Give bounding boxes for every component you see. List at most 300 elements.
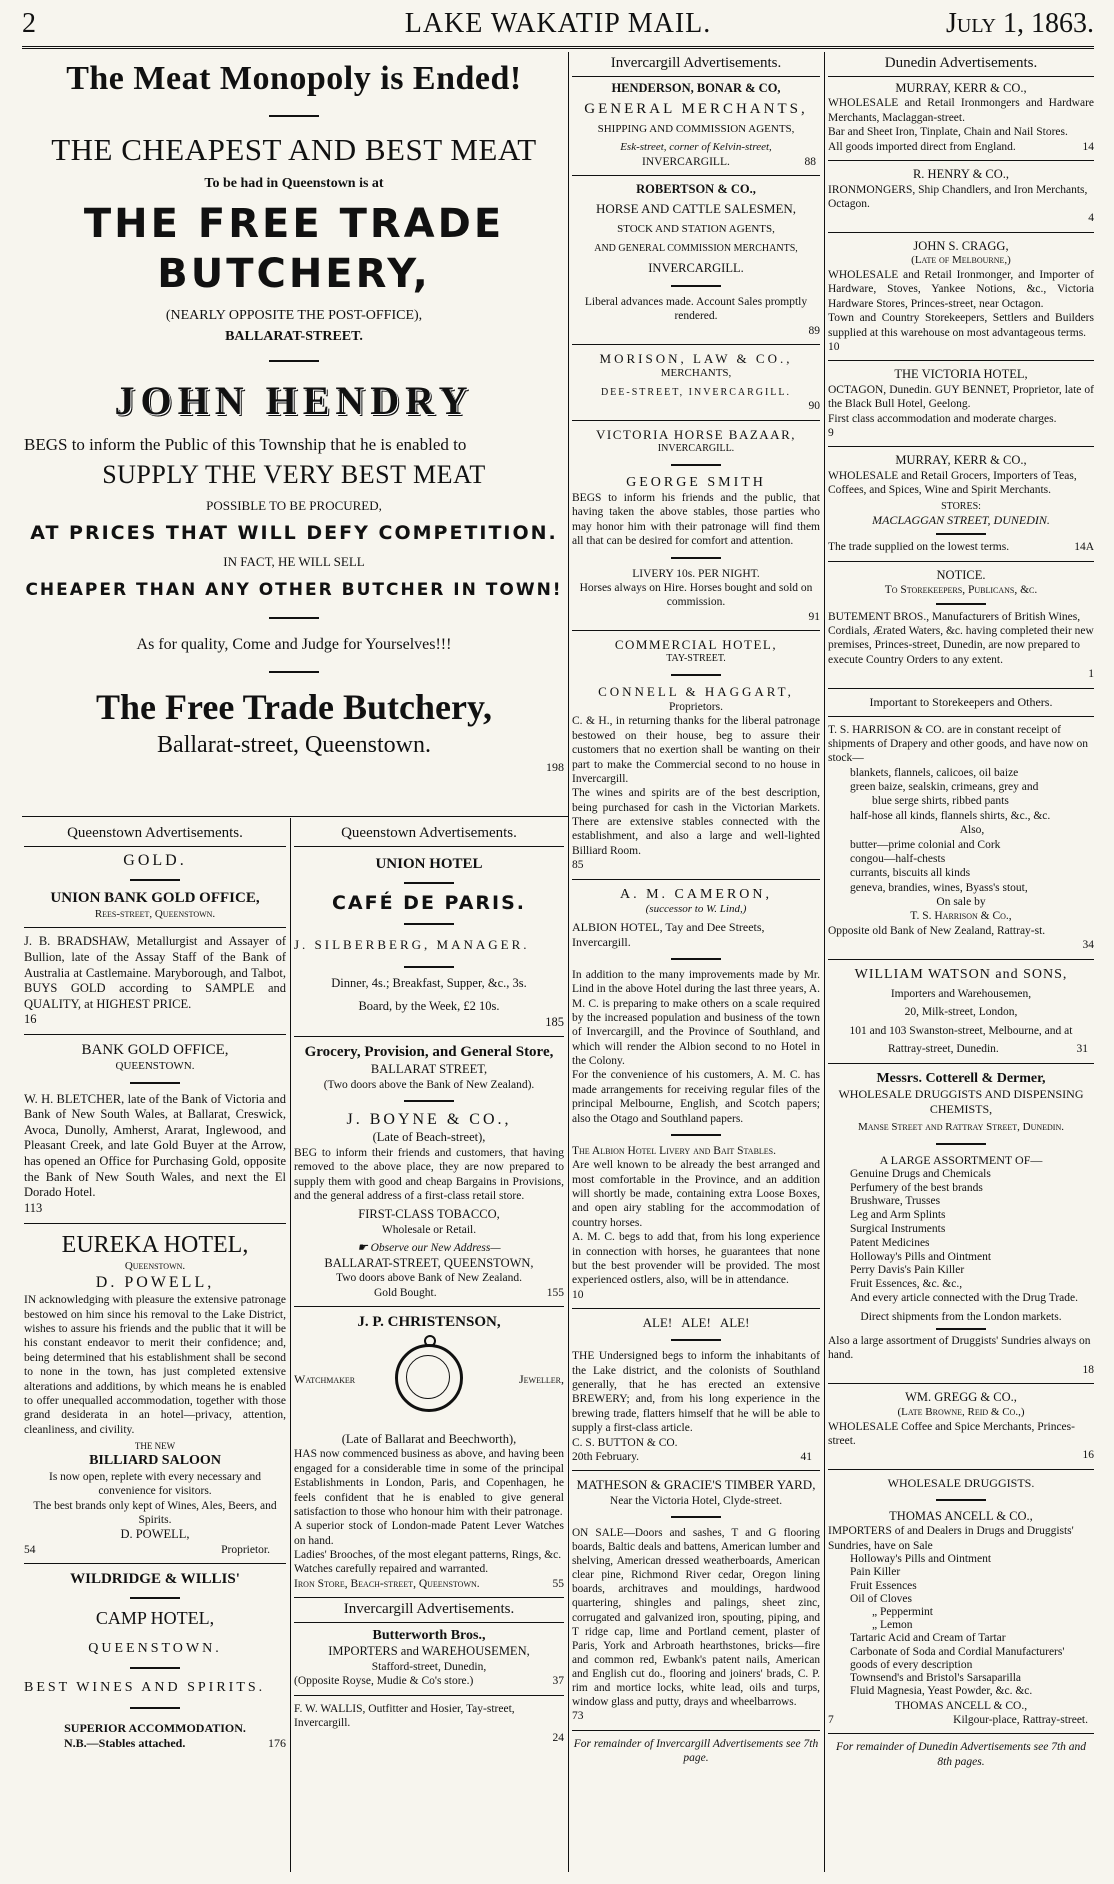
ad-number: 14A <box>1074 541 1094 554</box>
butement-text: BUTEMENT BROS., Manufacturers of British Wines, Cordials, Ærated Waters, &c. having completed their new premises, Princes-street, Dunedin, are now prepared to execute Country Orders to any extent. <box>828 610 1094 666</box>
divider <box>294 1036 564 1037</box>
george-smith-text: BEGS to inform his friends and the public, that having taken the above stables, those parties who may honor him with their patronage will find them all that can be desired for comfort and attention. <box>572 492 820 548</box>
eureka-heading: EUREKA HOTEL, <box>61 1231 249 1258</box>
matheson-heading: MATHESON & GRACIE'S TIMBER YARD, <box>576 1477 816 1493</box>
drug-item: Holloway's Pills and Ointment <box>850 1250 992 1263</box>
ad-number: 113 <box>24 1200 43 1215</box>
ad-number: 10 <box>828 340 840 353</box>
bradshaw-ad <box>24 934 286 1028</box>
owner-name: JOHN HENDRY <box>114 377 474 423</box>
divider <box>828 446 1094 447</box>
dee-street: DEE-STREET, INVERCARGILL. <box>600 386 792 398</box>
drug-item: Surgical Instruments <box>850 1222 946 1235</box>
divider <box>671 1134 721 1136</box>
divider <box>24 1034 286 1035</box>
divider <box>130 879 180 881</box>
albion-text: In addition to the many improvements made by Mr. Lind in the above Hotel during the last three years, A. M. C. is preparing to make others on a scale required by the increased population and business of the town of Invercargill, and the Province of Southland, and which will render the Albion second to no Hotel in the Colony. <box>572 968 820 1067</box>
ad-number: 18 <box>1082 1363 1094 1376</box>
drug-item: Brushware, Trusses <box>850 1195 941 1208</box>
ancell-item: Fluid Magnesia, Yeast Powder, &c. &c. <box>850 1685 1033 1698</box>
cragg-late: (Late of Melbourne,) <box>911 254 1011 267</box>
stock-item: butter—prime colonial and Cork <box>850 838 1001 851</box>
stock-item: geneva, brandies, wines, Byass's stout, <box>850 881 1028 894</box>
george-smith-heading: GEORGE SMITH <box>626 474 766 490</box>
ad-number: 4 <box>1088 212 1094 225</box>
drug-item: Fruit Essences, &c. &c., <box>850 1278 963 1291</box>
henderson-footer <box>572 155 820 169</box>
queenstown-column-1 <box>24 822 286 1872</box>
albion-ad <box>572 968 820 1302</box>
shipping-line: SHIPPING AND COMMISSION AGENTS, <box>597 123 795 136</box>
divider <box>130 1082 180 1084</box>
drug-item: And every article connected with the Drug Trade. <box>850 1291 1079 1304</box>
cragg-heading: JOHN S. CRAGG, <box>913 238 1009 253</box>
ancell-item: Carbonate of Soda and Cordial Manufacturers' goods of every description <box>850 1645 1065 1671</box>
board-line: Board, by the Week, £2 10s. <box>358 999 500 1014</box>
brands-text: The best brands only kept of Wines, Ales, Beers, and Spirits. <box>33 1499 277 1526</box>
murray-kerr-text: WHOLESALE and Retail Ironmongers and Hardware Merchants, Maclaggan-street. <box>828 97 1094 124</box>
drug-item: Genuine Drugs and Chemicals <box>850 1167 991 1180</box>
divider <box>294 1306 564 1307</box>
horse-line: HORSE AND CATTLE SALESMEN, <box>595 200 797 216</box>
iron-store-line <box>294 1577 564 1591</box>
divider <box>269 115 319 117</box>
invercargill-remainder: For remainder of Invercargill Advertisements see 7th page. <box>573 1737 819 1765</box>
camp-town: QUEENSTOWN. <box>88 1640 222 1656</box>
ad-number: 1 <box>1088 668 1094 681</box>
albion-line: ALBION HOTEL, Tay and Dee Streets, Invercargill. <box>572 919 765 949</box>
morison-merchants: MERCHANTS, <box>660 367 732 380</box>
ad-number: 7 <box>828 1713 834 1726</box>
divider <box>671 958 721 960</box>
importers-line: IMPORTERS and WAREHOUSEMEN, <box>328 1644 530 1659</box>
ad-number: 185 <box>545 1014 564 1029</box>
divider <box>936 533 986 535</box>
proprietor-label: Proprietor. <box>221 1543 270 1556</box>
christenson-heading: J. P. CHRISTENSON, <box>357 1314 501 1330</box>
bletcher-text: W. H. BLETCHER, late of the Bank of Victoria and Bank of New South Wales, at Ballarat, Creswick, Avoca, Dunolly, Amherst, Ararat, Inglewood, and Pleasant Creek, and late Gold Buyer at the Arrow, has opened an Office for Purchasing Gold, opposite the Bank of New South Wales, and next the El Dorado Hotel. <box>24 1091 286 1200</box>
section-rule <box>22 816 568 817</box>
boyne-ad <box>294 1146 564 1204</box>
stock-item: congou—half-chests <box>850 852 946 865</box>
quality-line: As for quality, Come and Judge for Yourselves!!! <box>136 636 452 653</box>
robertson-town: INVERCARGILL. <box>648 261 744 276</box>
ancell-text: IMPORTERS of and Dealers in Drugs and Druggists' Sundries, have on Sale <box>828 1525 1074 1552</box>
ancell-item: Holloway's Pills and Ointment <box>850 1553 992 1566</box>
divider <box>24 927 286 928</box>
ad-number: 91 <box>808 610 820 623</box>
eureka-text: IN acknowledging with pleasure the extensive patronage bestowed on him since his removal to the Lake District, wishes to assure his friends and the public that it will be his constant endeavor to merit their confidence; and, being determined that his establishment shall be second to none in the town, has just completed extensive alterations and additions, by which means he is enabled to offer unequalled accommodation, together with those grand desiderata in an hotel—privacy, attention, cleanliness, and civility. <box>24 1294 286 1436</box>
ad-number: 54 <box>24 1543 36 1556</box>
section-header: Queenstown Advertisements. <box>294 822 564 847</box>
cotterell-address: Manse Street and Rattray Street, Dunedin. <box>857 1121 1064 1133</box>
divider <box>828 1733 1094 1734</box>
section-header: Queenstown Advertisements. <box>24 822 286 847</box>
drug-item: Leg and Arm Splints <box>850 1209 946 1222</box>
ad-number: 34 <box>1082 939 1094 952</box>
divider <box>294 1695 564 1696</box>
ad-number: 88 <box>804 155 816 168</box>
wholesale-retail: Wholesale or Retail. <box>381 1223 477 1236</box>
billiard-text: Is now open, replete with every necessary and convenience for visitors. <box>48 1470 262 1498</box>
divider <box>130 1597 180 1599</box>
watson-rattray-line <box>828 1042 1094 1056</box>
divider <box>936 603 986 605</box>
ale-ad <box>572 1349 820 1464</box>
christenson-stock: A superior stock of London-made Patent Lever Watches on hand. <box>294 1520 564 1547</box>
dinner-line: Dinner, 4s.; Breakfast, Supper, &c., 3s. <box>331 975 527 990</box>
cafe-heading: CAFÉ DE PARIS. <box>331 891 527 914</box>
section-header: Invercargill Advertisements. <box>294 1597 564 1623</box>
issue-date: July 1, 1863. <box>946 8 1094 39</box>
cotterell-text: WHOLESALE DRUGGISTS AND DISPENSING CHEMISTS, <box>838 1087 1084 1116</box>
billiard-heading: BILLIARD SALOON <box>89 1453 221 1469</box>
victoria-hotel-ad <box>828 383 1094 441</box>
commercial-heading: COMMERCIAL HOTEL, <box>614 637 778 652</box>
ad-number: 16 <box>24 1012 37 1027</box>
ale-date: 20th February. <box>572 1450 639 1463</box>
proprietors-label: Proprietors. <box>669 701 723 713</box>
ad-number: 155 <box>546 1286 564 1299</box>
divider <box>572 1470 820 1471</box>
boyne-text: BEG to inform their friends and customers, that having removed to the above place, they are now prepared to supply them with good and cheap Bargains in Provisions, and the general address of a first-class retail store. <box>294 1146 564 1202</box>
christenson-ladies: Ladies' Brooches, of the most elegant patterns, Rings, &c. <box>294 1549 562 1561</box>
trade-lowest-line <box>828 540 1094 554</box>
dunedin-remainder: For remainder of Dunedin Advertisements see 7th and 8th pages. <box>835 1741 1087 1768</box>
ancell-item: Tartaric Acid and Cream of Tartar <box>850 1632 1006 1645</box>
divider <box>671 1516 721 1518</box>
cragg-town: Town and Country Storekeepers, Settlers and Builders supplied at this warehouse on most advantageous terms. <box>828 312 1094 339</box>
divider <box>404 966 454 968</box>
notice-heading: NOTICE. <box>936 567 986 582</box>
stables-line <box>24 1736 286 1751</box>
drug-item: Perry Davis's Pain Killer <box>850 1264 965 1277</box>
watson-rattray: Rattray-street, Dunedin. <box>888 1043 999 1056</box>
albion-livery: The Albion Hotel Livery and Bait Stables. <box>572 1144 777 1157</box>
trade-lowest-text: The trade supplied on the lowest terms. <box>828 541 1010 554</box>
wallis-text: F. W. WALLIS, Outfitter and Hosier, Tay-street, Invercargill. <box>294 1702 515 1730</box>
divider <box>24 1223 286 1224</box>
ad-number: 41 <box>800 1450 812 1463</box>
ancell-item: „ Peppermint <box>872 1605 933 1618</box>
morison-heading: MORISON, LAW & CO., <box>599 350 793 366</box>
grocery-heading: Grocery, Provision, and General Store, <box>304 1044 554 1061</box>
divider <box>572 420 820 421</box>
prices-line: AT PRICES THAT WILL DEFY COMPETITION. <box>30 521 558 544</box>
divider <box>130 1667 180 1669</box>
maclaggan-street: MACLAGGAN STREET, DUNEDIN. <box>872 513 1050 528</box>
queenstown-column-2 <box>294 822 564 1872</box>
drug-item: Perfumery of the best brands <box>850 1181 983 1194</box>
divider <box>572 1308 820 1309</box>
divider <box>671 674 721 676</box>
assortment-heading: A LARGE ASSORTMENT OF— <box>879 1152 1043 1167</box>
timber-ad <box>572 1526 820 1724</box>
murray-kerr-heading: MURRAY, KERR & CO., <box>895 80 1027 95</box>
ancell-item: Oil of Cloves <box>850 1592 912 1605</box>
observe-line <box>294 1241 564 1255</box>
bank-gold-town: QUEENSTOWN. <box>115 1059 195 1072</box>
opposite-text: (Opposite Royse, Mudie & Co's store.) <box>294 1675 474 1688</box>
pocket-watch-icon <box>395 1344 463 1412</box>
wildridge-heading: WILDRIDGE & WILLIS' <box>70 1571 240 1588</box>
christenson-repair: Watches carefully repaired and warranted. <box>294 1563 489 1576</box>
divider <box>269 617 319 619</box>
ad-number: 73 <box>572 1710 584 1723</box>
ad-number: 16 <box>1082 1449 1094 1462</box>
divider <box>671 464 721 466</box>
ad-number: 24 <box>552 1731 564 1744</box>
horses-line: Horses always on Hire. Horses bought and sold on commission. <box>579 581 813 609</box>
stables-text: N.B.—Stables attached. <box>64 1735 186 1750</box>
christenson-ad <box>294 1447 564 1591</box>
begs-line: BEGS to inform the Public of this Township that he is enabled to <box>24 434 467 454</box>
watson-heading: WILLIAM WATSON and SONS, <box>854 966 1068 982</box>
ancell-heading: THOMAS ANCELL & CO., <box>889 1508 1033 1523</box>
divider <box>671 557 721 559</box>
cheaper-line: CHEAPER THAN ANY OTHER BUTCHER IN TOWN! <box>25 579 563 600</box>
divider <box>269 671 319 673</box>
ancell-item: Fruit Essences <box>850 1579 917 1592</box>
opposite-line: (NEARLY OPPOSITE THE POST-OFFICE), <box>165 307 423 323</box>
stock-item: blankets, flannels, calicoes, oil baize <box>850 766 1019 779</box>
shop-name-2: The Free Trade Butchery, <box>96 687 492 727</box>
stock-list <box>828 766 1094 895</box>
tay-street: TAY-STREET. <box>666 653 726 665</box>
stock-item: blue serge shirts, ribbed pants <box>872 795 1009 808</box>
general-comm-line: AND GENERAL COMMISSION MERCHANTS, <box>594 242 798 254</box>
boyne-late: (Late of Beach-street), <box>372 1130 486 1145</box>
victoria-text: OCTAGON, Dunedin. GUY BENNET, Proprietor, late of the Black Bull Hotel, Geelong. <box>828 383 1094 411</box>
general-merchants: GENERAL MERCHANTS, <box>584 101 808 118</box>
cragg-ad <box>828 268 1094 354</box>
bletcher-ad <box>24 1092 286 1217</box>
notice-to: To Storekeepers, Publicans, &c. <box>884 584 1038 597</box>
gold-bought-line <box>294 1286 564 1300</box>
section-header: Dunedin Advertisements. <box>828 52 1094 77</box>
bank-gold-heading: BANK GOLD OFFICE, <box>81 1042 229 1058</box>
albion-stables: Are well known to be already the best arranged and most comfortable in the Province, and an addition will shortly be made, containing extra Loose Boxes, and open airy stabling for the accommodation of country horses. <box>572 1159 820 1229</box>
divider <box>828 232 1094 233</box>
watson-swanston: 101 and 103 Swanston-street, Melbourne, and at <box>849 1024 1073 1037</box>
divider <box>936 1499 986 1501</box>
divider <box>24 1563 286 1564</box>
ale-heading: ALE! ALE! ALE! <box>642 1315 750 1330</box>
masthead-rule <box>22 46 1094 49</box>
jeweller-label: Jeweller, <box>519 1371 564 1386</box>
watchmaker-label: Watchmaker <box>294 1371 356 1386</box>
stafford-line: Stafford-street, Dunedin, <box>371 1661 487 1673</box>
cotterell-heading: Messrs. Cotterell & Dermer, <box>876 1070 1046 1086</box>
column-rule <box>568 52 569 1872</box>
victoria-first: First class accommodation and moderate charges. <box>828 412 1057 425</box>
murray-kerr-goods: All goods imported direct from England. <box>828 140 1016 153</box>
henderson-heading: HENDERSON, BONAR & CO, <box>611 80 781 95</box>
divider <box>828 1063 1094 1064</box>
cheapest-line: THE CHEAPEST AND BEST MEAT <box>51 131 537 167</box>
drug-list <box>828 1168 1094 1306</box>
ad-number: 14 <box>1082 140 1094 153</box>
divider <box>828 561 1094 562</box>
murray-kerr-ironmongers-ad <box>828 96 1094 154</box>
harrison-signature: T. S. Harrison & Co., <box>910 910 1012 923</box>
shop-name: THE FREE TRADE BUTCHERY, <box>83 200 505 297</box>
divider <box>572 175 820 176</box>
ad-number: 90 <box>808 400 820 413</box>
bradshaw-text: J. B. BRADSHAW, Metallurgist and Assayer of Bullion, late of the Assay Staff of the Bank of Australia at Castlemaine. Maryborough, and Talbot, BUYS GOLD according to SAMPLE and QUALITY, at HIGHEST PRICE. <box>24 934 286 1011</box>
ancell-signature: THOMAS ANCELL & CO., <box>894 1699 1028 1712</box>
in-fact-line: IN FACT, HE WILL SELL <box>223 553 365 569</box>
near-victoria: Near the Victoria Hotel, Clyde-street. <box>609 1494 783 1507</box>
ad-number: 37 <box>552 1675 564 1688</box>
harrison-text: T. S. HARRISON & CO. are in constant receipt of shipments of Drapery and other goods, and have now on stock— <box>828 723 1088 765</box>
eureka-town: Queenstown. <box>124 1259 186 1272</box>
ancell-list <box>828 1553 1094 1698</box>
ale-text: THE Undersigned begs to inform the inhabitants of the Lake district, and the colonists of Southland generally, that he has erected an extensive BREWERY; and, from his long experience in the brewing trade, flatters himself that he will be able to supply a first-class article. <box>572 1350 820 1435</box>
divider <box>828 959 1094 960</box>
murray-kerr-grocers-heading: MURRAY, KERR & CO., <box>895 453 1027 468</box>
ad-number: 176 <box>268 1735 286 1750</box>
watch-block <box>294 1344 564 1424</box>
column-rule <box>824 52 825 1872</box>
grocery-location: (Two doors above the Bank of New Zealand). <box>323 1078 535 1091</box>
george-smith-ad <box>572 491 820 549</box>
two-doors: Two doors above Bank of New Zealand. <box>335 1272 523 1285</box>
divider <box>828 1383 1094 1384</box>
proprietor-line <box>24 1543 286 1557</box>
connell-heading: CONNELL & HAGGART, <box>598 683 794 699</box>
gregg-text: WHOLESALE Coffee and Spice Merchants, Princes-street. <box>828 1420 1075 1447</box>
divider <box>671 1339 721 1341</box>
eureka-ad <box>24 1293 286 1437</box>
divider <box>572 1730 820 1731</box>
stock-item: half-hose all kinds, flannels shirts, &c., &c. <box>850 809 1051 822</box>
iron-store-text: Iron Store, Beach-street, Queenstown. <box>294 1577 480 1590</box>
ancell-place-line <box>828 1713 1094 1727</box>
union-hotel-heading: UNION HOTEL <box>375 855 483 872</box>
ad-number: 9 <box>828 427 834 439</box>
ad-number: 89 <box>808 324 820 337</box>
gregg-late: (Late Browne, Reid & Co.,) <box>897 1405 1025 1418</box>
ale-date-line <box>572 1450 820 1464</box>
henderson-town: INVERCARGILL. <box>642 155 730 168</box>
livery-line: LIVERY 10s. PER NIGHT. <box>632 567 760 580</box>
gold-bought-text: Gold Bought. <box>374 1286 437 1299</box>
divider <box>404 923 454 925</box>
connell-text: C. & H., in returning thanks for the liberal patronage bestowed on their house, beg to assure their customers that no exertion shall be wanting on their part to make the Commercial second to no house in Invercargill. <box>572 715 820 785</box>
rees-street: Rees-street, Queenstown. <box>94 907 216 920</box>
to-be-had: To be had in Queenstown is at <box>204 176 384 192</box>
late-ballarat: (Late of Ballarat and Beechworth), <box>341 1431 517 1446</box>
divider <box>572 879 820 880</box>
camp-hotel-heading: CAMP HOTEL, <box>95 1608 215 1628</box>
the-new: THE NEW <box>134 1441 176 1451</box>
superior-accommodation: SUPERIOR ACCOMMODATION. <box>64 1720 246 1735</box>
ad-number: 198 <box>546 760 564 774</box>
divider <box>671 285 721 287</box>
tobacco-line: FIRST-CLASS TOBACCO, <box>358 1207 500 1222</box>
divider <box>936 1328 986 1330</box>
divider <box>572 344 820 345</box>
divider <box>572 630 820 631</box>
ancell-item: Pain Killer <box>850 1566 901 1579</box>
stock-line: STOCK AND STATION AGENTS, <box>617 222 775 235</box>
watson-milk: 20, Milk-street, London, <box>904 1006 1018 1019</box>
wholesale-druggists-heading: WHOLESALE DRUGGISTS. <box>887 1475 1035 1490</box>
bazaar-town: INVERCARGILL. <box>657 443 735 454</box>
powell-name: D. POWELL, <box>95 1274 215 1292</box>
page-number: 2 <box>22 8 36 39</box>
column-rule <box>290 818 291 1872</box>
stock-item: Also, <box>959 824 985 837</box>
newspaper-title: LAKE WAKATIP MAIL. <box>404 8 712 39</box>
union-bank-heading: UNION BANK GOLD OFFICE, <box>50 889 260 906</box>
watson-importers: Importers and Warehousemen, <box>890 988 1032 1000</box>
christenson-text: HAS now commenced business as above, and having been engaged for a considerable time in some of the principal Establishments in London, Paris, and Copenhagen, he feels confident that he is enabled to give general satisfaction to those who honour him with their patronage. <box>294 1448 564 1518</box>
new-address: BALLARAT-STREET, QUEENSTOWN, <box>324 1255 534 1270</box>
gold-heading: GOLD. <box>123 851 187 869</box>
divider <box>130 1707 180 1709</box>
divider <box>828 1469 1094 1470</box>
bazaar-heading: VICTORIA HORSE BAZAAR, <box>596 426 796 442</box>
successor-line: (successor to W. Lind,) <box>645 903 747 915</box>
albion-amc: A. M. C. begs to add that, from his long experience in connection with horses, he guarantees that none but the best provender will be provided. The most experienced ostlers, also, will be in attendance. <box>572 1231 820 1287</box>
esk-line: Esk-street, corner of Kelvin-street, <box>620 140 772 153</box>
shop-location: Ballarat-street, Queenstown. <box>157 732 431 758</box>
divider <box>828 160 1094 161</box>
dunedin-column <box>828 52 1094 1872</box>
commercial-hotel-ad <box>572 714 820 872</box>
henry-heading: R. HENRY & CO., <box>912 166 1010 181</box>
direct-london: Direct shipments from the London markets. <box>860 1310 1062 1323</box>
important-heading: Important to Storekeepers and Others. <box>869 694 1053 709</box>
ancell-item: Townsend's and Bristol's Sarsaparilla <box>850 1672 1022 1685</box>
divider <box>404 882 454 884</box>
boyne-heading: J. BOYNE & CO., <box>346 1111 512 1129</box>
street-line: BALLARAT-STREET. <box>225 329 363 345</box>
ad-number: 10 <box>572 1288 584 1301</box>
harrison-opposite: Opposite old Bank of New Zealand, Rattray-st. <box>828 924 1046 937</box>
divider <box>828 688 1094 689</box>
also-large: Also a large assortment of Druggists' Sundries always on hand. <box>828 1335 1091 1362</box>
stores-label: STORES: <box>941 500 981 512</box>
henry-text: IRONMONGERS, Ship Chandlers, and Iron Merchants, Octagon. <box>828 183 1088 210</box>
invercargill-column <box>572 52 820 1872</box>
powell-signature: D. POWELL, <box>120 1527 190 1542</box>
observe-text: Observe our New Address— <box>370 1242 501 1255</box>
ad-number: 55 <box>552 1577 564 1590</box>
timber-text: ON SALE—Doors and sashes, T and G flooring boards, Baltic deals and battens, American lumber and shelving, American dressed weatherboards, American clear pine, Richmond River cedar, Oregon lining boards, architraves and mouldings, hardwood quartering, shingles and palings, sheet zinc, corrugated and galvanized iron, spouting, piping, and T ridge cap, lime and Portland cement, plaster of Paris, York and Arbroath hearthstones, bricks—fire and common red, Ewbank's patent nails, American and English cut do., flooring and joiners' brads, C. P. rim and mortice locks, white lead, oils and turps, window glass and putty, drays and wheelbarrows. <box>572 1526 820 1709</box>
best-wines: BEST WINES AND SPIRITS. <box>24 1680 266 1695</box>
opposite-line <box>294 1674 564 1688</box>
divider <box>269 360 319 362</box>
ad-number: 31 <box>1076 1043 1088 1056</box>
divider <box>828 716 1094 717</box>
silberberg-line: J. SILBERBERG, MANAGER. <box>294 937 530 953</box>
victoria-hotel-heading: THE VICTORIA HOTEL, <box>894 367 1028 382</box>
headline: The Meat Monopoly is Ended! <box>66 60 522 97</box>
section-header: Invercargill Advertisements. <box>572 52 820 77</box>
masthead <box>22 8 1094 42</box>
divider <box>936 1143 986 1145</box>
stock-item: currants, biscuits all kinds <box>850 867 971 880</box>
possible-line: POSSIBLE TO BE PROCURED, <box>206 497 382 513</box>
albion-convenience: For the convenience of his customers, A. M. C. has made arrangements for receiving regular files of the principal Melbourne, English, and Scotch papers; also the Otago and Southland papers. <box>572 1069 820 1125</box>
murray-kerr-bar: Bar and Sheet Iron, Tinplate, Chain and Nail Stores. <box>828 126 1068 139</box>
divider <box>828 360 1094 361</box>
gregg-heading: WM. GREGG & CO., <box>905 1390 1017 1405</box>
cameron-heading: A. M. CAMERON, <box>619 886 773 902</box>
